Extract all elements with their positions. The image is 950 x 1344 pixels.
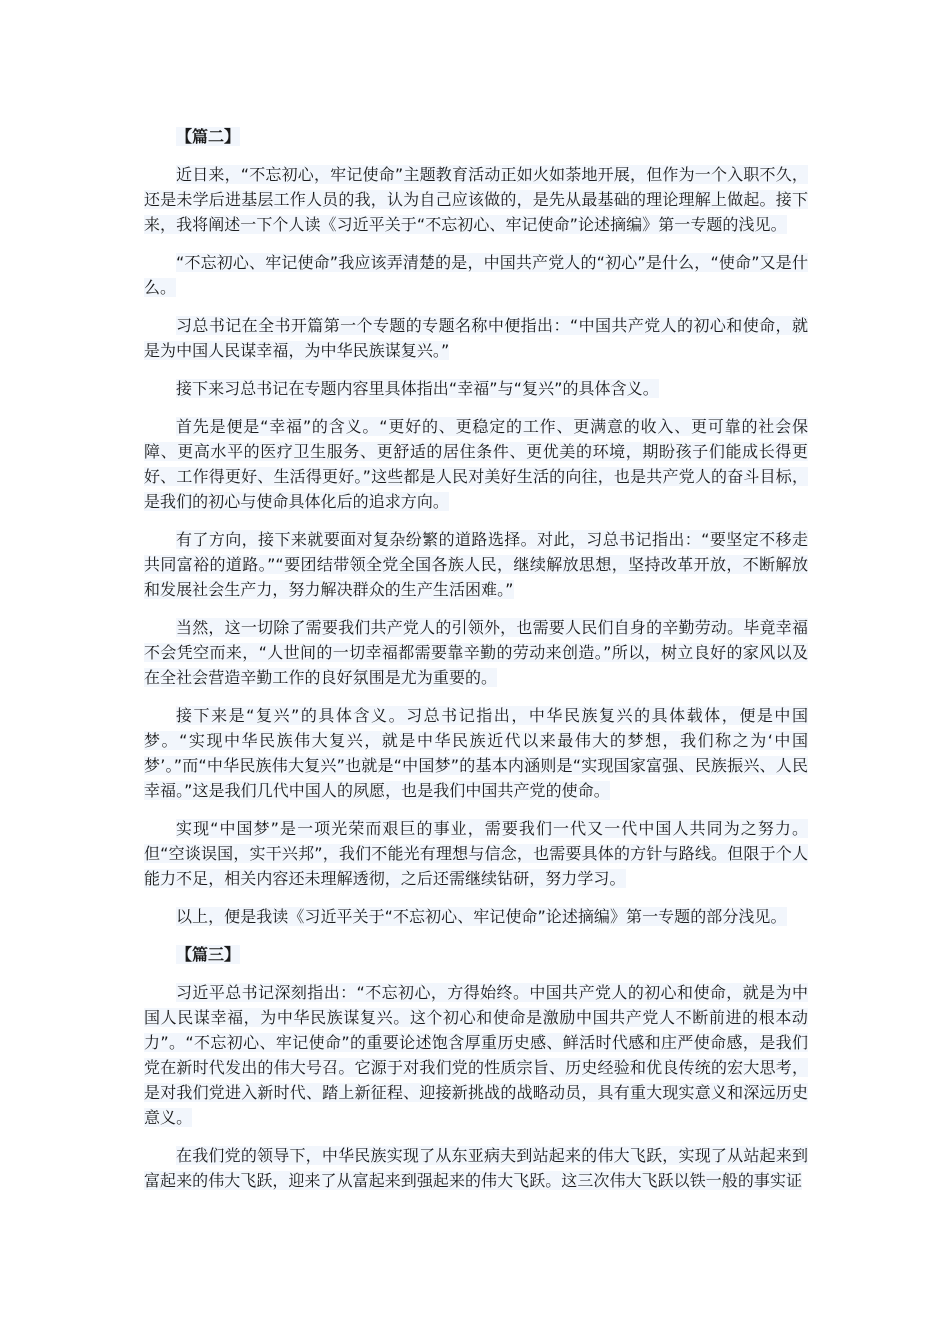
paragraph: 接下来是“复兴”的具体含义。习总书记指出，中华民族复兴的具体载体，便是中国梦。“实现中华民族伟大复兴，就是中华民族近代以来最伟大的梦想，我们称之为‘中国梦’。”而“中华民族伟大复兴”也就是“中国梦”的基本内涵则是“实现国家富强、民族振兴、人民幸福。”这是我们几代中国人的夙愿，也是我们中国共产党的使命。 <box>144 706 808 800</box>
paragraph: “不忘初心、牢记使命”我应该弄清楚的是，中国共产党人的“初心”是什么，“使命”又是什么。 <box>144 253 808 297</box>
paragraph: 习近平总书记深刻指出：“不忘初心，方得始终。中国共产党人的初心和使命，就是为中国人民谋幸福，为中华民族谋复兴。这个初心和使命是激励中国共产党人不断前进的根本动力”。“不忘初心、牢记使命”的重要论述饱含厚重历史感、鲜活时代感和庄严使命感，是我们党在新时代发出的伟大号召。它源于对我们党的性质宗旨、历史经验和优良传统的宏大思考，是对我们党进入新时代、踏上新征程、迎接新挑战的战略动员，具有重大现实意义和深远历史意义。 <box>144 983 808 1127</box>
document-page <box>144 124 808 1206</box>
paragraph: 在我们党的领导下，中华民族实现了从东亚病夫到站起来的伟大飞跃，实现了从站起来到富起来的伟大飞跃，迎来了从富起来到强起来的伟大飞跃。这三次伟大飞跃以铁一般的事实证 <box>144 1146 808 1190</box>
paragraph: 实现“中国梦”是一项光荣而艰巨的事业，需要我们一代又一代中国人共同为之努力。但“空谈误国，实干兴邦”，我们不能光有理想与信念，也需要具体的方针与路线。但限于个人能力不足，相关内容还未理解透彻，之后还需继续钻研，努力学习。 <box>144 819 808 888</box>
paragraph: 习总书记在全书开篇第一个专题的专题名称中便指出：“中国共产党人的初心和使命，就是为中国人民谋幸福，为中华民族谋复兴。” <box>144 316 808 360</box>
paragraph: 近日来，“不忘初心，牢记使命”主题教育活动正如火如荼地开展，但作为一个入职不久，还是未学后进基层工作人员的我，认为自己应该做的，是先从最基础的理论理解上做起。接下来，我将阐述一下个人读《习近平关于“不忘初心、牢记使命”论述摘编》第一专题的浅见。 <box>144 165 808 234</box>
section-heading: 【篇三】 <box>176 945 241 964</box>
section-heading: 【篇二】 <box>176 127 241 146</box>
paragraph: 首先是便是“幸福”的含义。“更好的、更稳定的工作、更满意的收入、更可靠的社会保障、更高水平的医疗卫生服务、更舒适的居住条件、更优美的环境，期盼孩子们能成长得更好、工作得更好、生活得更好。”这些都是人民对美好生活的向往，也是共产党人的奋斗目标，是我们的初心与使命具体化后的追求方向。 <box>144 417 808 511</box>
paragraph: 接下来习总书记在专题内容里具体指出“幸福”与“复兴”的具体含义。 <box>176 379 659 398</box>
paragraph: 以上，便是我读《习近平关于“不忘初心、牢记使命”论述摘编》第一专题的部分浅见。 <box>176 907 787 926</box>
paragraph: 有了方向，接下来就要面对复杂纷繁的道路选择。对此，习总书记指出：“要坚定不移走共同富裕的道路。”“要团结带领全党全国各族人民，继续解放思想，坚持改革开放，不断解放和发展社会生产力，努力解决群众的生产生活困难。” <box>144 530 808 599</box>
paragraph: 当然，这一切除了需要我们共产党人的引领外，也需要人民们自身的辛勤劳动。毕竟幸福不会凭空而来，“人世间的一切幸福都需要靠辛勤的劳动来创造。”所以，树立良好的家风以及在全社会营造辛勤工作的良好氛围是尤为重要的。 <box>144 618 808 687</box>
